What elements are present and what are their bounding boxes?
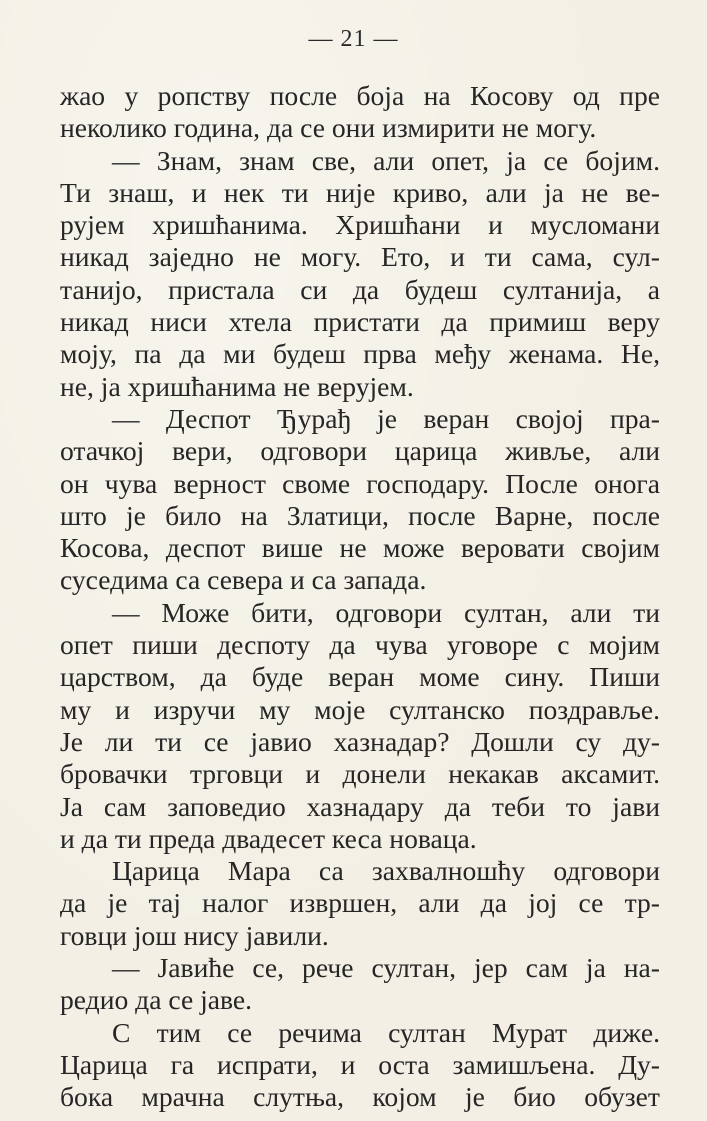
text-line: никад заједно не могу. Ето, и ти сама, сул-: [60, 241, 660, 273]
text-line: говци још нису јавили.: [60, 919, 329, 951]
text-line: неколико година, да се они измирити не могу.: [60, 112, 597, 144]
text-line: бока мрачна слутња, којом је био обузет: [60, 1081, 660, 1113]
text-line: Косова, деспот више не може веровати својим: [60, 532, 660, 564]
text-line: опет пиши деспоту да чува уговоре с мојим: [60, 629, 660, 661]
text-line: С тим се речима султан Мурат диже.: [112, 1016, 660, 1048]
text-line: што је било на Златици, после Варне, после: [60, 499, 660, 531]
text-line: никад ниси хтела пристати да примиш веру: [60, 306, 660, 338]
text-line: — Може бити, одговори султан, али ти: [112, 596, 660, 628]
text-line: бровачки трговци и донели некакав аксамит.: [60, 758, 660, 790]
text-line: не, ја хришћанима не верујем.: [60, 370, 414, 402]
text-line: суседима са севера и са запада.: [60, 564, 427, 596]
page-number: — 21 —: [308, 26, 399, 52]
text-line: — Знам, знам све, али опет, ја се бојим.: [112, 144, 660, 176]
text-line: Ти знаш, и нек ти није криво, али ја не ве-: [60, 176, 660, 208]
body-text: [60, 80, 660, 1114]
text-line: отачкој вери, одговори царица живље, али: [60, 435, 660, 467]
text-line: моју, па да ми будеш прва међу женама. Не,: [60, 338, 660, 370]
text-line: рујем хришћанима. Хришћани и мусломани: [60, 209, 660, 241]
text-line: жао у ропству после боја на Косову од пре: [60, 80, 660, 111]
text-line: и да ти преда двадесет кеса новаца.: [60, 822, 477, 854]
text-line: редио да се јаве.: [60, 984, 253, 1016]
text-line: да је тај налог извршен, али да јој се тр-: [60, 887, 660, 919]
text-line: му и изручи му моје султанско поздравље.: [60, 693, 660, 725]
text-line: Царица га испрати, и оста замишљена. Ду-: [60, 1048, 660, 1080]
text-line: он чува верност своме господару. После онога: [60, 467, 660, 499]
text-line: Царица Мара са захвалношћу одговори: [112, 855, 660, 887]
text-line: царством, да буде веран моме сину. Пиши: [60, 661, 660, 693]
text-line: Је ли ти се јавио хазнадар? Дошли су ду-: [60, 725, 660, 757]
text-line: Ја сам заповедио хазнадару да теби то јави: [60, 790, 660, 822]
text-line: — Деспот Ђурађ је веран својој пра-: [112, 402, 660, 434]
text-line: танијо, пристала си да будеш султанија, а: [60, 273, 660, 305]
text-line: — Јавиће се, рече султан, јер сам ја на-: [112, 952, 660, 984]
